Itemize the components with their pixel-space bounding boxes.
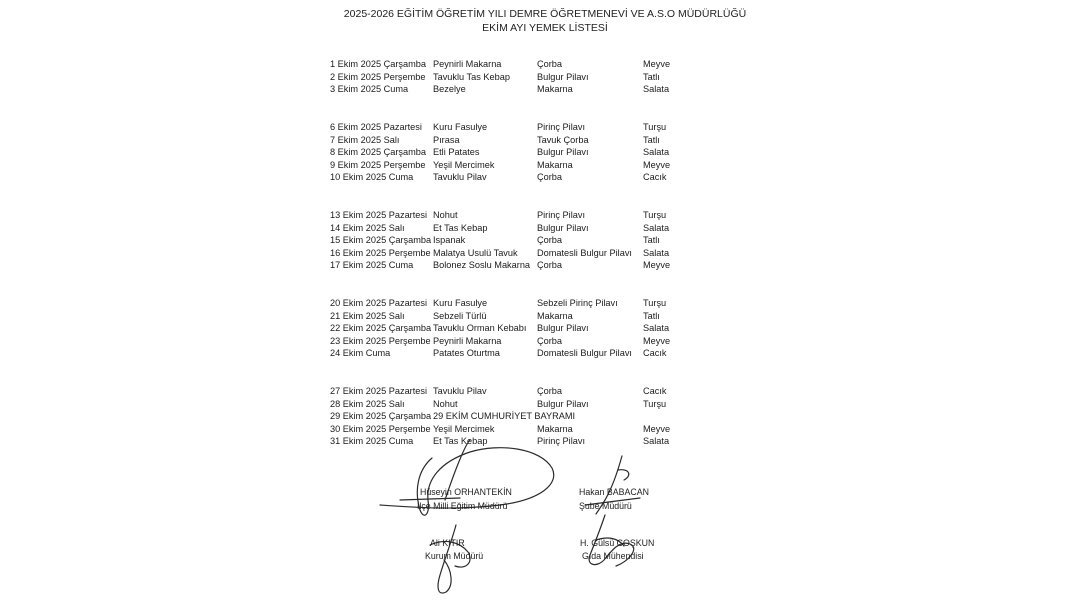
menu-extra: Meyve [643,260,671,271]
menu-side-dish: Pirinç Pilavı [537,436,585,447]
menu-main-dish: Tavuklu Tas Kebap [433,71,510,82]
menu-date: 9 Ekim 2025 Perşembe [330,159,426,170]
menu-main-dish: Patates Oturtma [433,348,500,359]
menu-main-dish: Peynirli Makarna [433,335,502,346]
menu-main-dish: Ispanak [433,235,466,246]
menu-date: 22 Ekim 2025 Çarşamba [330,323,432,334]
menu-date: 24 Ekim Cuma [330,348,391,359]
menu-side-dish: Pirinç Pilavı [537,210,585,220]
menu-date: 13 Ekim 2025 Pazartesi [330,210,428,220]
menu-extra: Meyve [643,335,671,346]
menu-side-dish: Makarna [537,310,573,321]
signatory-2-title: Şube Müdürü [579,501,632,511]
menu-date: 6 Ekim 2025 Pazartesi [330,122,422,132]
menu-extra: Salata [643,147,670,158]
menu-date: 29 Ekim 2025 Çarşamba [330,411,432,422]
menu-main-dish: Peynirli Makarna [433,59,502,69]
menu-main-dish: Yeşil Mercimek [433,159,495,170]
menu-date: 7 Ekim 2025 Salı [330,134,400,145]
menu-side-dish: Makarna [537,159,573,170]
signatory-1-title: İlçe Milli Eğitim Müdürü [417,501,508,511]
menu-main-dish: Bezelye [433,84,466,95]
menu-side-dish: Makarna [537,423,573,434]
menu-extra: Turşu [643,210,667,220]
menu-side-dish: Çorba [537,235,563,246]
signatory-4-name: H. Gülsü COŞKUN [580,538,655,548]
menu-side-dish: Domatesli Bulgur Pilavı [537,247,632,258]
signatory-4-title: Gıda Mühendisi [582,551,644,561]
document-subtitle: EKİM AYI YEMEK LİSTESİ [482,22,608,34]
menu-extra: Cacık [643,348,667,359]
menu-extra: Salata [643,436,670,447]
menu-side-dish: Sebzeli Pirinç Pilavı [537,298,618,308]
menu-main-dish: Pırasa [433,134,460,145]
signatory-1-name: Hüseyin ORHANTEKİN [420,487,512,497]
menu-main-dish: Kuru Fasulye [433,298,488,308]
menu-extra: Turşu [643,398,667,409]
signatory-3-title: Kurum Müdürü [425,551,484,561]
signatory-2-name: Hakan BABACAN [579,487,649,497]
menu-date: 2 Ekim 2025 Perşembe [330,71,426,82]
menu-extra: Turşu [643,122,667,132]
menu-date: 1 Ekim 2025 Çarşamba [330,59,427,69]
menu-extra: Meyve [643,159,671,170]
menu-date: 17 Ekim 2025 Cuma [330,260,414,271]
menu-side-dish: Bulgur Pilavı [537,222,589,233]
menu-main-dish: Yeşil Mercimek [433,423,495,434]
menu-main-dish: Kuru Fasulye [433,122,488,132]
menu-side-dish: Çorba [537,335,563,346]
menu-date: 14 Ekim 2025 Salı [330,222,405,233]
menu-extra: Salata [643,247,670,258]
menu-main-dish: Malatya Usulü Tavuk [433,247,518,258]
menu-date: 27 Ekim 2025 Pazartesi [330,386,428,396]
menu-side-dish: Bulgur Pilavı [537,147,589,158]
menu-side-dish: Bulgur Pilavı [537,398,589,409]
menu-date: 21 Ekim 2025 Salı [330,310,405,321]
menu-date: 20 Ekim 2025 Pazartesi [330,298,428,308]
menu-date: 15 Ekim 2025 Çarşamba [330,235,432,246]
menu-extra: Turşu [643,298,667,308]
menu-extra: Cacık [643,172,667,183]
menu-side-dish: Çorba [537,172,563,183]
menu-side-dish: Tavuk Çorba [537,134,589,145]
menu-extra: Tatlı [643,235,660,246]
menu-main-dish: Et Tas Kebap [433,222,488,233]
menu-extra: Meyve [643,423,671,434]
menu-date: 16 Ekim 2025 Perşembe [330,247,431,258]
menu-main-dish: Et Tas Kebap [433,436,488,447]
menu-main-dish: Tavuklu Pilav [433,386,487,396]
menu-side-dish: Çorba [537,59,563,69]
menu-date: 8 Ekim 2025 Çarşamba [330,147,427,158]
menu-date: 30 Ekim 2025 Perşembe [330,423,431,434]
menu-extra: Cacık [643,386,667,396]
menu-main-dish: Nohut [433,210,458,220]
menu-date: 10 Ekim 2025 Cuma [330,172,414,183]
menu-extra: Salata [643,84,670,95]
menu-side-dish: Bulgur Pilavı [537,71,589,82]
signatory-3-name: Ali KITIR [430,538,465,548]
menu-main-dish: Sebzeli Türlü [433,310,487,321]
menu-main-dish: Etli Patates [433,147,480,158]
menu-main-dish: 29 EKİM CUMHURİYET BAYRAMI [433,411,576,422]
menu-main-dish: Bolonez Soslu Makarna [433,260,531,271]
menu-side-dish: Çorba [537,260,563,271]
menu-main-dish: Tavuklu Pilav [433,172,487,183]
menu-date: 28 Ekim 2025 Salı [330,398,405,409]
menu-side-dish: Domatesli Bulgur Pilavı [537,348,632,359]
menu-side-dish: Bulgur Pilavı [537,323,589,334]
menu-side-dish: Makarna [537,84,573,95]
menu-side-dish: Pirinç Pilavı [537,122,585,132]
document-title: 2025-2026 EĞİTİM ÖĞRETİM YILI DEMRE ÖĞRETMENEVİ VE A.S.O MÜDÜRLÜĞÜ [343,8,747,20]
menu-main-dish: Nohut [433,398,458,409]
menu-date: 31 Ekim 2025 Cuma [330,436,414,447]
menu-side-dish: Çorba [537,386,563,396]
menu-date: 23 Ekim 2025 Perşembe [330,335,431,346]
menu-date: 3 Ekim 2025 Cuma [330,84,409,95]
menu-extra: Salata [643,222,670,233]
menu-extra: Tatlı [643,134,660,145]
menu-extra: Tatlı [643,71,660,82]
menu-main-dish: Tavuklu Orman Kebabı [433,323,527,334]
menu-extra: Tatlı [643,310,660,321]
menu-extra: Salata [643,323,670,334]
menu-extra: Meyve [643,59,671,69]
